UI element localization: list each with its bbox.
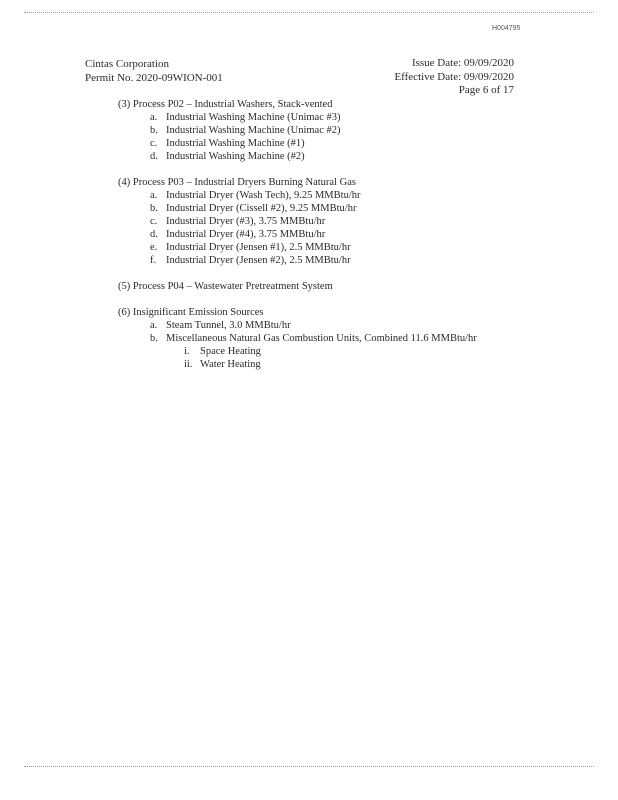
top-scan-border (24, 12, 594, 13)
item-text: Space Heating (200, 346, 261, 357)
issue-date: Issue Date: 09/09/2020 (411, 57, 514, 69)
list-item (118, 202, 477, 215)
item-text: Industrial Dryer (#3), 3.75 MMBtu/hr (166, 216, 326, 227)
section-p04 (118, 280, 477, 293)
item-letter: d. (150, 151, 158, 162)
company-name: Cintas Corporation (85, 58, 170, 70)
list-item (118, 332, 477, 345)
item-text: Industrial Dryer (Cissell #2), 9.25 MMBtu/hr (166, 203, 357, 214)
header-left (85, 57, 223, 85)
list-item (118, 319, 477, 332)
item-numeral: ii. (184, 359, 193, 370)
list-item (118, 137, 477, 150)
item-letter: b. (150, 203, 158, 214)
item-text: Industrial Dryer (Wash Tech), 9.25 MMBtu/hr (166, 190, 361, 201)
item-numeral: i. (184, 346, 190, 357)
permit-number: Permit No. 2020-09WION-001 (85, 72, 223, 84)
item-letter: a. (150, 320, 158, 331)
list-item (118, 228, 477, 241)
list-item (118, 189, 477, 202)
document-body (118, 98, 477, 384)
section-p02 (118, 98, 477, 163)
sub-list-item (118, 358, 477, 371)
item-text: Steam Tunnel, 3.0 MMBtu/hr (166, 320, 291, 331)
effective-date: Effective Date: 09/09/2020 (394, 70, 514, 83)
item-letter: d. (150, 229, 158, 240)
bottom-scan-border (24, 766, 594, 767)
section-title: (6) Insignificant Emission Sources (118, 307, 264, 318)
item-text: Industrial Washing Machine (#1) (166, 138, 305, 149)
item-text: Industrial Dryer (#4), 3.75 MMBtu/hr (166, 229, 326, 240)
item-text: Industrial Washing Machine (Unimac #2) (166, 125, 341, 136)
page-number: Page 6 of 17 (458, 84, 514, 96)
item-letter: b. (150, 125, 158, 136)
sub-list-item (118, 345, 477, 358)
item-text: Industrial Washing Machine (#2) (166, 151, 305, 162)
bates-number: H004795 (492, 25, 521, 32)
item-text: Miscellaneous Natural Gas Combustion Units, Combined 11.6 MMBtu/hr (166, 333, 477, 344)
list-item (118, 124, 477, 137)
list-item (118, 150, 477, 163)
item-letter: f. (150, 255, 157, 266)
item-letter: e. (150, 242, 158, 253)
item-text: Water Heating (200, 359, 261, 370)
item-letter: a. (150, 112, 158, 123)
item-text: Industrial Dryer (Jensen #2), 2.5 MMBtu/hr (166, 255, 351, 266)
item-letter: a. (150, 190, 158, 201)
list-item (118, 254, 477, 267)
list-item (118, 241, 477, 254)
section-title: (5) Process P04 – Wastewater Pretreatment System (118, 281, 333, 292)
list-item (118, 215, 477, 228)
list-item (118, 111, 477, 124)
header-right (394, 57, 514, 98)
item-letter: c. (150, 216, 158, 227)
section-title: (3) Process P02 – Industrial Washers, Stack-vented (118, 99, 333, 110)
section-title: (4) Process P03 – Industrial Dryers Burning Natural Gas (118, 177, 356, 188)
item-letter: c. (150, 138, 158, 149)
section-p03 (118, 176, 477, 267)
section-insignificant (118, 306, 477, 371)
item-text: Industrial Washing Machine (Unimac #3) (166, 112, 341, 123)
item-text: Industrial Dryer (Jensen #1), 2.5 MMBtu/hr (166, 242, 351, 253)
item-letter: b. (150, 333, 158, 344)
